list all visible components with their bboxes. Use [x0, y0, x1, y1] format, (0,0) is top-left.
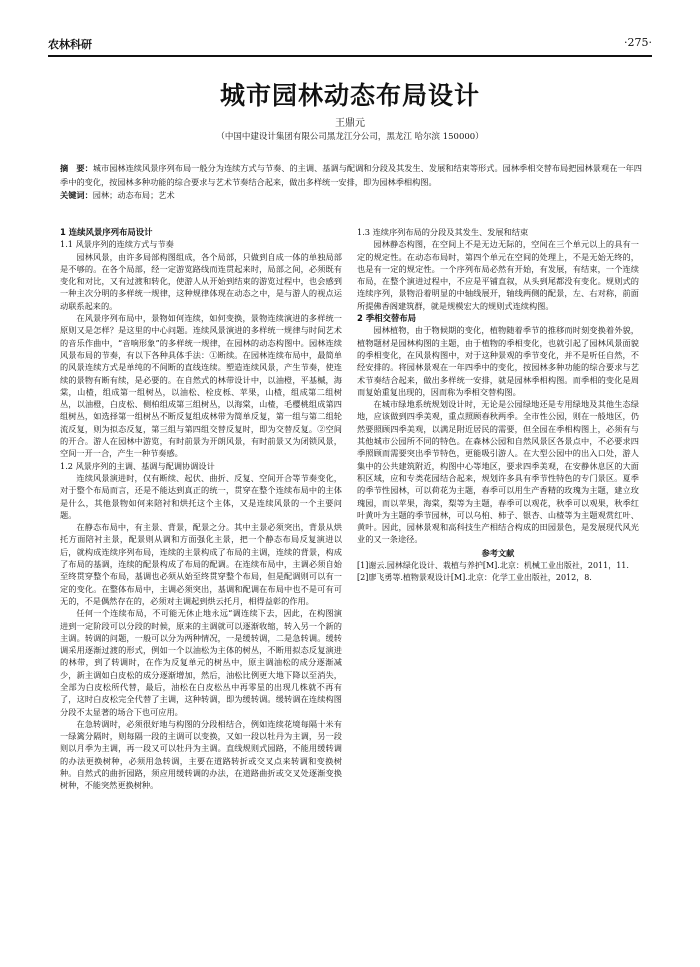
body-paragraph: 在急转调时，必须很好地与构图的分段相结合，例如连续花境每隔十米有一绿篱分隔时，则每隔一段的主调可以变换，又如一段以牡丹为主调，另一段则以月季为主调，再一段又可以牡丹为主调。直线规则式园路，不能用缓转调的办法更换树种，必须用急转调，主要在道路转折或交叉点来转调和变换树种。自然式的曲折园路，须应用缓转调的办法，在道路曲折或交叉处逐渐变换树种，不能突然更换树种。: [60, 718, 342, 791]
section-1-1-heading: 1.1 风景序列的连续方式与节奏: [60, 239, 174, 250]
abstract-label: 摘 要：: [60, 163, 93, 173]
abstract-block: [60, 162, 642, 203]
running-header: [48, 36, 652, 54]
body-paragraph: 任何一个连续布局，不可能无休止地永远“调连续下去，因此，在构图演进到一定阶段可以分段的时候，原来的主调就可以逐渐收缩，转入另一个新的主调。转调的问题，一般可以分为两种情况，一是缓转调，二是急转调。缓转调采用逐渐过渡的形式，例如一个以油松为主体的树丛，不断用拟态反复演进的林带，到了转调时，在作为反复单元的树丛中，原主调油松的成分逐渐减少，新主调如白皮松的成分逐渐增加，然后，油松比例更大地下降以至消失，全部为白皮松所代替，最后，油松在白皮松丛中再零星的出现几株就不再有了，这时白皮松完全代替了主调，这种转调，即为缓转调。缓转调在连续构图分段不太显著的场合下也可应用。: [60, 608, 342, 717]
body-paragraph: 连续风景演进时，仅有断续、起伏、曲折、反复、空间开合等节奏变化，对于整个布局而言，还是不能达到真正的统一，贯穿在整个连续布局中的主体是什么，其他景物如何来陪衬和烘托这个主体，又是连续风景的一个主要问题。: [60, 472, 342, 520]
left-column: [60, 226, 342, 792]
right-column: [357, 226, 639, 585]
reference-item: [1]谢云.园林绿化设计、栽植与养护[M].北京：机械工业出版社，2011，11.: [357, 561, 629, 571]
paper-title: 城市园林动态布局设计: [219, 81, 480, 110]
body-paragraph: 园林植物，由于物候期的变化，植物随着季节的推移而时刻变换着外貌，植物题材是园林构图的主题，由于植物的季相变化，也就引起了园林风景面貌的季相变化，在风景构图中，对于这种景观的季节变化，并不是听任自然，不经安排的。将园林景观在一年四季中的变化，按园林多种功能的综合要求与艺术节奏结合起来，做出多样统一安排，就是园林季相构图。而季相的变化是周而复始重复出现的，因而称为季相交替构图。: [357, 325, 639, 397]
keywords-line: [60, 189, 642, 203]
section-2-heading: 2 季相交替布局: [357, 313, 416, 324]
body-paragraph: 在城市绿地系统规划设计时，无论是公园绿地还是专用绿地及其他生态绿地，应该做到四季美观，重点照顾春秋两季。全市性公园，则在一般地区，仍然要照顾四季美观，以满足附近居民的需要，但全园在季相构图上，必须有与其他城市公园所不同的特色。在森林公园和自然风景区各景点中，不必要求四季照顾而需要突出季节特色，更能吸引游人。在大型公园中的出入口处，游人集中的公共建筑附近，构图中心等地区，要求四季美观，在安静休息区的大面积区域，应和专类花园结合起来，规划许多具有季节性特色的专门景区。夏季的季节性园林，可以荷花为主题，春季可以用生产香精的玫瑰为主题，建立玫瑰园，而以苹果，海棠，梨等为主题，春季可以观花，秋季可以观果，秋季红叶黄叶为主题的季节园林，可以乌桕、柿子、银杏、山楂等为主题观赏红叶、黄叶。因此，园林景观和高科技生产相结合构成的田园景色，是发展现代风光业的又一条途径。: [357, 399, 639, 545]
reference-item: [2]廖飞勇等.植物景观设计[M].北京：化学工业出版社，2012，8.: [357, 573, 592, 583]
body-paragraph: 在静态布局中，有主景、背景，配景之分。其中主景必须突出，背景从烘托方面陪衬主景，配景则从调和方面强化主景，把一个静态布局反复演进以后，就构成连续序列布局，连续的主景构成了布局的主调，连续的背景，构成了布局的基调，连续的配景构成了布局的配调。在连续布局中，主调必须自始至终贯穿整个布局，基调也必须从始至终贯穿整个布局，但是配调则可以有一定的变化。在整体布局中，主调必须突出，基调和配调在布局中也不是可有可无的，不是偶然存在的，必须对主调起到烘云托月，相得益彰的作用。: [60, 522, 342, 606]
author-affiliation: （中国中建设计集团有限公司黑龙江分公司，黑龙江 哈尔滨 150000）: [216, 132, 484, 142]
references-heading: 参考文献: [481, 547, 515, 558]
body-paragraph: 园林静态构图，在空间上不是无边无际的，空间在三个单元以上的具有一定的规定性。在动态布局时，第四个单元在空间的处理上，不是无始无终的，也是有一定的规定性。一个序列布局必然有开始，有发展，有结束，一个连续布局，在整个演进过程中，不应是平铺直叙，从头到尾都没有变化。规则式的连续序列，景物沿着明显的中轴线展开，轴线两侧的配景，左、右对称，前面所提佛香阁建筑群，就是规模宏大的规则式连续构图。: [357, 239, 639, 311]
abstract-paragraph: [60, 162, 642, 189]
author-name: 王鼎元: [335, 118, 365, 129]
body-paragraph: 园林风景，由许多局部构图组成，各个局部，只做到自成一体的单独局部是不够的。在各个局部，经一定游览路线而连贯起来时，局部之间，必须既有变化和对比，又有过渡和转化，使游人从开始到结束的游览过程中，也会感到一种主次分明的多样统一规律，这种规律体现在动态之中，是与游人的视点运动联系起来的。: [60, 251, 342, 311]
body-paragraph: 在风景序列布局中，景物如何连续，如何变换，景物连续演进的多样统一原则又是怎样？是这里的中心问题。连续风景演进的多样统一规律与时间艺术的音乐作曲中，“音响形象”的多样统一规律，在园林的动态构图中。园林连续风景布局的节奏，有以下各种具体手法：①断续。在园林连续布局中，最简单的风景连续方式是单纯的不间断的直线连续。塑造连续风景，产生节奏，使连续的景物有断有续，是必要的。在自然式的林带设计中，以油橙，平基槭，海棠，山楂，组成第一组树丛，以油松、栓皮栎、苹果，山楂，组成第二组树丛，以油橙，白皮松、侧柏组成第三组树丛，以海棠，山楂，毛樱桃组成第四组树丛，如选择第一组树丛不断反复组成林带为简单反复，第一组与第二组轮流反复，则为拟态反复，第三组与第四组交替反复时，即为交替反复。②空间的开合。游人在园林中游览，有时前景为开朗风景，有时前景又为闭锁风景，空间一开一合，产生一种节奏感。: [60, 313, 342, 459]
section-1-heading: 1 连续风景序列布局设计: [60, 227, 153, 237]
abstract-text: 城市园林连续风景序列布局一般分为连续方式与节奏、的主调、基调与配调和分段及其发生、发展和结束等形式。园林季相交替布局把园林景观在一年四季中的变化，按园林多种功能的综合要求与艺术节奏结合起来，做出多样统一安排，即为园林季相构图。: [60, 163, 642, 187]
keywords-label: 关键词：: [60, 190, 93, 200]
section-1-2-heading: 1.2 风景序列的主调、基调与配调协调设计: [60, 460, 215, 471]
journal-name: 农林科研: [48, 38, 92, 51]
page-number: ·275·: [624, 36, 652, 49]
section-1-3-heading: 1.3 连续序列布局的分段及其发生、发展和结束: [357, 227, 529, 237]
keywords-text: 园林；动态布局；艺术: [92, 190, 175, 200]
header-rule: [48, 55, 652, 57]
